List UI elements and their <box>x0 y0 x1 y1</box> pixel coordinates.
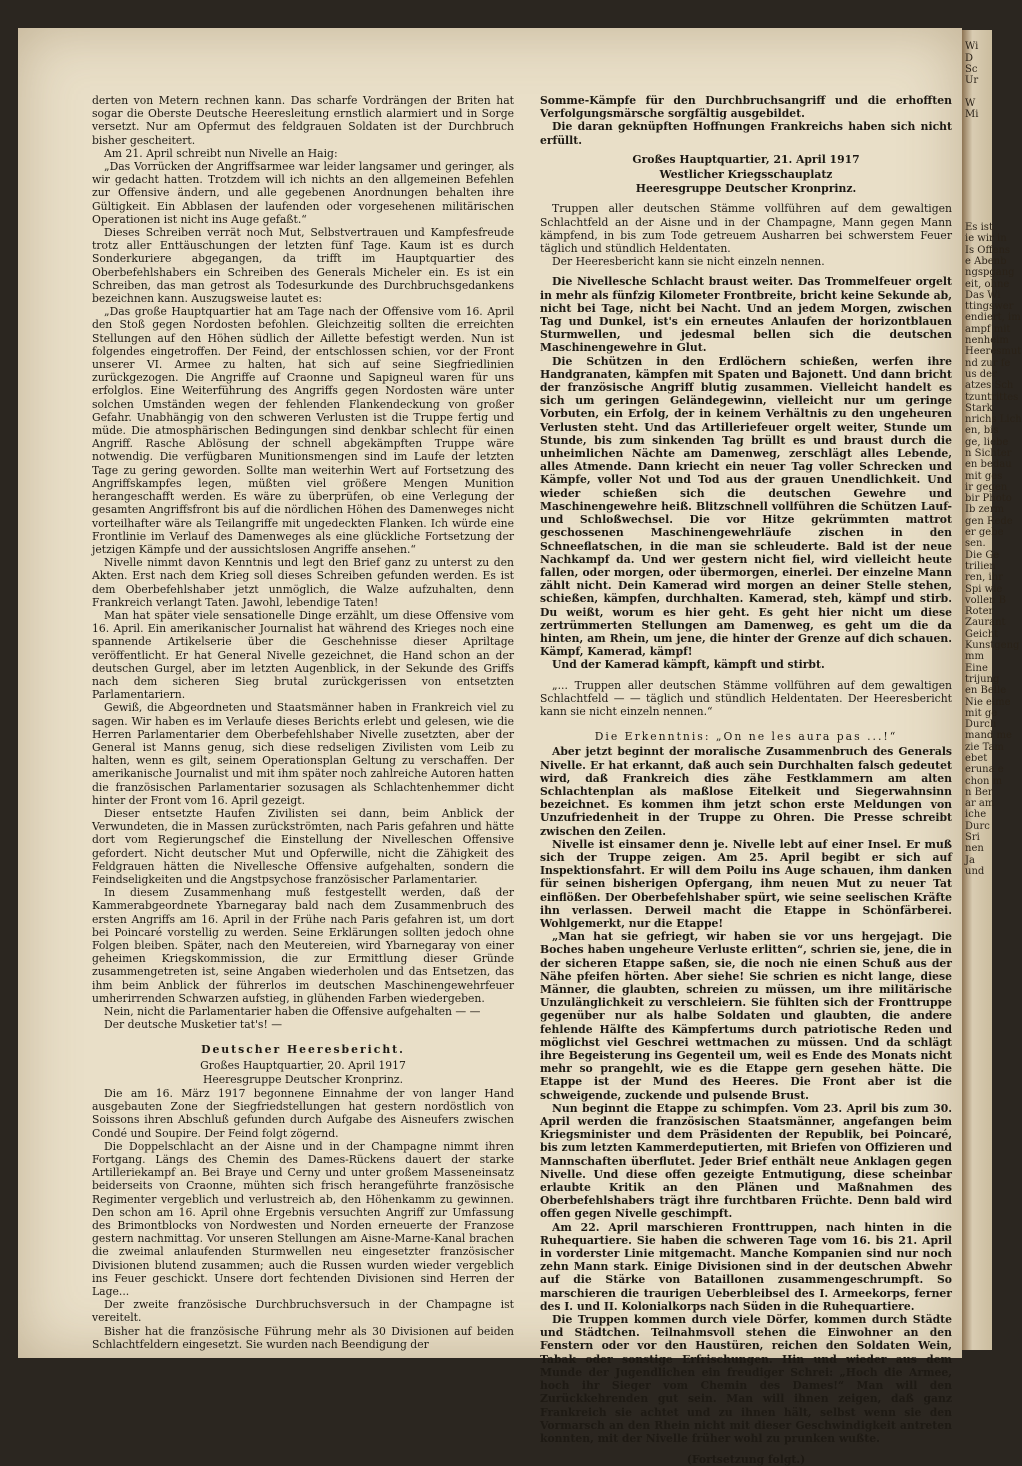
edge-text-fragment: Zaurant <box>965 617 1006 629</box>
edge-text-fragment: Es ist <box>965 222 993 234</box>
paragraph: Dieses Schreiben verrät noch Mut, Selbstvertrauen und Kampfesfreude trotz aller Enttäuschungen der letzten fünf Tage. Kaum ist es durch Sonderkuriere abgegangen, da trifft im Hauptquartier des Oberbefehlshabers ein Schreiben des Generals Micheler ein. Es ist ein Schreiben, das man getrost als Todesurkunde des Durchbruchsgedankens bezeichnen kann. Auszugsweise lautet es: <box>92 226 514 306</box>
paragraph: Die am 16. März 1917 begonnene Einnahme der von langer Hand ausgebauten Zone der Siegfriedstellungen hat gestern nordöstlich von Soissons ihren Abschluß gefunden durch Aufgabe des Aisneufers zwischen Condé und Soupire. Der Feind folgt zögernd. <box>92 1087 514 1140</box>
continuation-note: (Fortsetzung folgt.) <box>686 1453 806 1466</box>
section-heading: Deutscher Heeresbericht. <box>201 1043 405 1057</box>
edge-text-fragment: Kunstgeng <box>965 640 1020 652</box>
paragraph: Am 22. April marschieren Fronttruppen, nach hinten in die Ruhequartiere. Sie haben die schweren Tage vom 16. bis 21. April in vorderster Linie mitgemacht. Manche Kompanien sind nur noch zehn Mann stark. Einige Divisionen sind in der deutschen Abwehr auf die Stärke von Bataillonen zusammengeschrumpft. So marschieren die traurigen Ueberbleibsel des I. Armeekorps, ferner des I. und II. Kolonialkorps nach Süden in die Ruhequartiere. <box>540 1220 952 1313</box>
paragraph: Somme-Kämpfe für den Durchbruchsangriff und die erhofften Verfolgungsmärsche sorgfältig ausgebildet. <box>540 94 952 121</box>
edge-text-fragment: us der <box>965 368 997 380</box>
edge-text-fragment <box>962 143 992 154</box>
paragraph: „Man hat sie gefriegt, wir haben sie vor uns hergejagt. Die Boches haben ungeheure Verluste erlitten“, schrien sie, jene, die in der sicheren Etappe saßen, sie, die noch nie einen Schuß aus der Nähe pfeifen hörten. Aber siehe! Sie schrien es nicht lange, diese Männer, die glaubten, schreien zu müssen, um ihre militärische Unzulänglichkeit zu verschleiern. Sie fühlten sich der Fronttruppe gegenüber nur als halbe Soldaten und glaubten, die andere fehlende Hälfte des Kämpfertums durch patriotische Reden und möglichst viel Geschrei wettmachen zu müssen. Und da schlägt ihre Begeisterung ins Gegenteil um, weil es Ende des Monats nicht mehr so prangehlt, wie es die Etappe gern gesehen hätte. Die Etappe ist der Mund des Heeres. Die Front aber ist die schweigende, zuckende und pulsende Brust. <box>540 930 952 1102</box>
edge-text-fragment: Spi wie <box>965 583 1003 595</box>
report-dateline: Großes Hauptquartier, 21. April 1917 <box>632 152 860 166</box>
paragraph: Die Doppelschlacht an der Aisne und in der Champagne nimmt ihren Fortgang. Längs des Chemin des Dames-Rückens dauert der starke Artilleriekampf an. Bei Braye und Cerny und unter großem Masseneinsatz beiderseits von Craonne, mühten sich frisch herangeführte französische Regimenter vergeblich und verlustreich ab, den Höhenkamm zu gewinnen. Den schon am 16. April ohne Ergebnis versuchten Angriff zur Umfassung des Brimontblocks von Nordwesten und Norden erneuerte der Franzose gestern nachmittag. Vor unseren Stellungen am Aisne-Marne-Kanal brachen die zweimal anlaufenden Sturmwellen neu eingesetzter französischer Divisionen blutend zusammen; auch die Russen wurden wieder vergeblich ins Feuer geschickt. Unsere dort fechtenden Divisionen sind Herren der Lage... <box>92 1139 514 1299</box>
edge-text-fragment: ir gegen <box>965 481 1008 493</box>
edge-text-fragment: D <box>965 52 974 64</box>
army-group-line: Heeresgruppe Deutscher Kronprinz. <box>202 1072 404 1086</box>
edge-text-fragment: tzuntrittes <box>965 391 1019 403</box>
edge-text-fragment: Durch <box>965 719 997 731</box>
right-column <box>540 94 952 1466</box>
edge-text-fragment: ampf mit <box>965 323 1011 335</box>
paragraph: Der zweite französische Durchbruchsversuch in der Champagne ist vereitelt. <box>92 1298 514 1325</box>
edge-text-fragment: Eine <box>965 662 988 674</box>
edge-text-fragment: trilien <box>965 560 996 572</box>
left-column <box>92 94 514 1351</box>
paragraph: In diesem Zusammenhang muß festgestellt werden, daß der Kammerabgeordnete Ybarnegaray bald nach dem Zusammenbruch des ersten Angriffs am 16. April in der Frühe nach Paris gefahren ist, um dort bei Poincaré vorstellig zu werden. Seine Erklärungen sollten jedoch ohne Folgen bleiben. Später, nach den Meutereien, wird Ybarnegaray von einer geheimen Kriegskommission, die zur Ermittlung dieser Gründe zusammengetreten ist, seine Angaben wiederholen und das Entsetzen, das ihm beim Anblick der führerlos im deutschen Maschinengewehrfeuer umherirrenden Schwarzen aufstieg, in glühenden Farben wiedergeben. <box>92 886 514 1005</box>
edge-text-fragment: ngspgang <box>965 267 1015 279</box>
edge-text-fragment: Roter <box>965 606 994 618</box>
paragraph: Und der Kamerad kämpft, kämpft und stirbt. <box>552 658 825 672</box>
edge-text-fragment: mand me <box>965 730 1012 742</box>
edge-text-fragment: bir Photo <box>965 493 1012 505</box>
edge-text-fragment: ebet <box>965 753 988 764</box>
paragraph: Die Schützen in den Erdlöchern schießen, werfen ihre Handgranaten, kämpfen mit Spaten und Bajonett. Und dann bricht der französische Angriff blutig zusammen. Vielleicht handelt es sich um geringen Geländegewinn, vielleicht nur um geringe Vorbuten, ein Erfolg, der in keinem Verhältnis zu den ungeheuren Verlusten steht. Und das Artilleriefeuer orgelt weiter, Stunde um Stunde, bis zum sinkenden Tag brüllt es und braust durch die unheimlichen Nächte am Damenweg, zerschlägt alles Lebende, alles Atmende. Dann kriecht ein neuer Tag voller Schrecken und Kämpfe, voller Not und Tod aus der grauen Unendlichkeit. Und wieder schießen sich die deutschen Gewehre und Maschinengewehre heiß. Blitzschnell vollführen die Schützen Lauf- und Schloßwechsel. Die vor Hitze gekrümmten mattrot geschossenen Maschinengewehrläufe zischen in den Schneeflatschen, in die man sie schleuderte. Bald ist der neue Nachkampf da. Und wer gestern nicht fiel, wird vielleicht heute fallen, oder morgen, oder übermorgen, einerlei. Der einzelne Mann zählt nicht. Dein Kamerad wird morgen an deiner Stelle stehen, schießen, kämpfen, durchhalten. Kamerad, steh, kämpf und stirb. Du weißt, worum es hier geht. Es geht hier nicht um diese zertrümmerten Stellungen am Damenweg, es geht um die da hinten, am Rhein, um jene, die hinter der Grenze auf dich schauen. Kämpf, Kamerad, kämpf! <box>540 354 952 659</box>
edge-text-fragment: endiert, im <box>965 312 1021 324</box>
edge-text-fragment: gen Rede <box>965 515 1013 527</box>
edge-text-fragment: Ib zerm <box>965 504 1004 516</box>
theater-line: Westlicher Kriegsschauplatz <box>659 168 833 182</box>
edge-text-fragment: er gebe <box>965 527 1004 539</box>
edge-text-fragment: vollen B <box>965 594 1006 606</box>
paragraph: Die Truppen kommen durch viele Dörfer, kommen durch Städte und Städtchen. Teilnahmsvoll stehen die Einwohner an den Fenstern oder vor den Haustüren, reichen den Soldaten Wein, Tabak oder sonstige Erfrischungen. Hin und wieder aus dem Munde der Jugendlichen ein freudiger Schrei: „Hoch die Armee, hoch ihr Sieger vom Chemin des Dames!“ Man will den Zurückkehrenden gut sein. Man will ihnen zeigen, daß ganz Frankreich sie achtet und zu ihnen hält, selbst wenn sie den Vormarsch an den Rhein nicht mit dieser Geschwindigkeit antreten konnten, mit der Nivelle früher wohl zu prunken wußte. <box>540 1313 952 1445</box>
edge-text-fragment: und <box>965 865 985 877</box>
paragraph: Gewiß, die Abgeordneten und Staatsmänner haben in Frankreich viel zu sagen. Wir haben es im Verlaufe dieses Berichts erlebt und gelesen, wie die Herren Parlamentarier dem Oberbefehlshaber Nivelle zusetzten, aber der General ist Manns genug, sich diese redseligen Zivilisten vom Leib zu halten, wenn es gilt, seinem Operationsplan Geltung zu verschaffen. Der amerikanische Journalist und mit ihm später noch zahlreiche Autoren hatten die französischen Parlamentarier sozusagen als Schlachtenhemmer dicht hinter der Front vom 16. April gezeigt. <box>92 701 514 807</box>
edge-text-fragment: Nie eime <box>965 696 1011 708</box>
edge-text-fragment: W <box>965 97 976 109</box>
paragraph: Nun beginnt die Etappe zu schimpfen. Vom 23. April bis zum 30. April werden die französischen Staatsmänner, angefangen beim Kriegsminister und dem Präsidenten der Republik, bei Poincaré, bis zum letzten Kammerdeputierten, mit Briefen von Offizieren und Mannschaften überflutet. Jeder Brief enthält neue Anklagen gegen Nivelle. Und diese offen gezeigte Entmutigung, diese scheinbar erlaubte Kritik an den Plänen und Maßnahmen des Oberbefehlshabers trägt ihre furchtbaren Früchte. Denn bald wird offen gegen Nivelle geschimpft. <box>540 1101 952 1221</box>
edge-text-fragment: zie Tam <box>965 741 1004 753</box>
edge-text-fragment <box>962 86 992 97</box>
edge-text-fragment: Geicht <box>965 628 999 640</box>
edge-text-fragment: eruna e <box>965 764 1004 776</box>
edge-text-fragment: trijung <box>965 673 1000 685</box>
edge-text-fragment: n Ber <box>965 786 993 798</box>
edge-text-fragment: Heeresmut <box>965 346 1022 358</box>
edge-text-fragment <box>962 30 992 41</box>
quote-paragraph: „... Truppen aller deutschen Stämme vollführen auf dem gewaltigen Schlachtfeld — — täglich und stündlich Heldentaten. Der Heeresbericht kann sie nicht einzeln nennen.“ <box>540 678 952 718</box>
edge-text-fragment: ar am <box>965 798 995 810</box>
edge-text-fragment: nen <box>965 843 984 855</box>
edge-text-fragment <box>962 188 992 199</box>
edge-text-fragment: Ja <box>965 854 975 866</box>
edge-text-fragment: nrichs Lich <box>965 414 1022 426</box>
paragraph: Bisher hat die französische Führung mehr als 30 Divisionen auf beiden Schlachtfeldern eingesetzt. Sie wurden nach Beendigung der <box>92 1324 514 1351</box>
report-dateline: Großes Hauptquartier, 20. April 1917 <box>200 1058 406 1072</box>
quote-paragraph: „Das Vorrücken der Angriffsarmee war leider langsamer und geringer, als wir gedacht hatten. Trotzdem will ich nichts an den allgemeinen Befehlen zur Offensive ändern, und alle gegebenen Anordnungen behalten ihre Gültigkeit. Ein Abblasen der laufenden oder vorgesehenen militärischen Operationen ist nicht ins Auge gefaßt.“ <box>92 160 514 226</box>
edge-text-fragment: Die Ge <box>965 549 1000 561</box>
edge-text-fragment: Mi <box>965 109 979 121</box>
edge-text-fragment: sen. <box>965 538 986 550</box>
edge-text-fragment: iche <box>965 809 987 821</box>
section-heading: Die Erkenntnis: „On ne les aura pas ...!“ <box>594 730 898 744</box>
paragraph: Nivelle ist einsamer denn je. Nivelle lebt auf einer Insel. Er muß sich der Truppe zeigen. Am 25. April begibt er sich auf Inspektionsfahrt. Er will dem Poilu ins Auge schauen, ihm danken für seinen bisherigen Opfergang, ihm neuen Mut zu neuer Tat einflößen. Der Oberbefehlshaber spürt, wie seine seelischen Kräfte ihn verlassen. Derweil macht die Etappe in Schönfärberei. Wohlgemerkt, nur die Etappe! <box>540 837 952 930</box>
paragraph: Nivelle nimmt davon Kenntnis und legt den Brief ganz zu unterst zu den Akten. Erst nach dem Krieg soll dieses Schreiben gefunden werden. Es ist dem Oberbefehlshaber jetzt unmöglich, die Walze aufzuhalten, denn Frankreich verlangt Taten. Jawohl, lebendige Taten! <box>92 556 514 609</box>
army-group-line: Heeresgruppe Deutscher Kronprinz. <box>635 182 857 196</box>
edge-text-fragment: eit, ohne <box>965 278 1010 290</box>
paragraph: Am 21. April schreibt nun Nivelle an Haig: <box>104 146 338 160</box>
paragraph: Dieser entsetzte Haufen Zivilisten sei dann, beim Anblick der Verwundeten, die in Massen zurückströmten, nach Paris gefahren und hätte dort vom Regierungschef die Einstellung der Nivelleschen Offensive gefordert. Nicht deutscher Mut und Opferwille, nicht die Zähigkeit des Feldgrauen hätten die Nivellesche Offensive aufgehalten, sondern die Feindseligkeiten und die Angstpsychose französischer Parlamentarier. <box>92 806 514 886</box>
edge-text-fragment: e Abenb <box>965 255 1007 267</box>
edge-text-fragment: Stark <box>965 402 993 414</box>
edge-text-fragment: Is Offens <box>965 244 1011 256</box>
edge-text-fragment <box>962 120 992 131</box>
paragraph: derten von Metern rechnen kann. Das scharfe Vordrängen der Briten hat sogar die Oberste Deutsche Heeresleitung ernstlich alarmiert und in Sorge versetzt. Nur am Opfermut des feldgrauen Soldaten ist der Durchbruch bisher gescheitert. <box>92 94 514 147</box>
edge-text-fragment: Sri <box>965 832 980 844</box>
edge-text-fragment: nenheim <box>965 335 1009 347</box>
edge-text-fragment: Ur <box>965 75 979 87</box>
edge-text-fragment <box>962 177 992 188</box>
edge-text-fragment: en, bis <box>965 425 999 437</box>
paragraph: Der Heeresbericht kann sie nicht einzeln nennen. <box>552 255 825 269</box>
edge-text-fragment <box>962 132 992 143</box>
edge-text-fragment: Durc <box>965 820 990 832</box>
edge-text-fragment <box>962 166 992 177</box>
edge-text-fragment: Sc <box>965 63 978 75</box>
edge-text-fragment: ie wir in <box>965 233 1007 245</box>
edge-text-fragment: Das Wi <box>965 289 1001 301</box>
paragraph: Nein, nicht die Parlamentarier haben die Offensive aufgehalten — — <box>104 1005 481 1019</box>
edge-text-fragment: ge, liebe <box>965 436 1009 448</box>
adjacent-page-edge <box>962 30 1022 1350</box>
edge-text-fragment: Wi <box>965 41 979 53</box>
edge-text-fragment <box>962 211 992 222</box>
paragraph: Aber jetzt beginnt der moralische Zusammenbruch des Generals Nivelle. Er hat erkannt, daß auch sein Durchhalten falsch gedeutet wird, daß Frankreich dies zähe Festklammern am alten Schlachtenplan als maßlose Eitelkeit und Siegerwahnsinn bezeichnet. Es kommen ihm jetzt schon erste Meldungen von Unzufriedenheit in der Truppe zu Ohren. Die Presse schreibt zwischen den Zeilen. <box>540 745 952 838</box>
paragraph: Die Nivellesche Schlacht braust weiter. Das Trommelfeuer orgelt in mehr als fünfzig Kilometer Frontbreite, bricht keine Sekunde ab, nicht bei Tage, nicht bei Nacht. Und an jedem Morgen, zwischen Tag und Dunkel, ist's ein erneutes Anlaufen der horizontblauen Sturmwellen, und jedesmal bellen sich die deutschen Maschinengewehre in Glut. <box>540 275 952 355</box>
edge-text-fragment: en bedau <box>965 459 1012 471</box>
paragraph: Man hat später viele sensationelle Dinge erzählt, um diese Offensive vom 16. April. Ein amerikanischer Journalist hat während des Krieges noch eine spannende Artikelserie über die Geschehnisse dieser Apriltage veröffentlicht. Er hat General Nivelle gezeichnet, die Hand schon an der deutschen Gurgel, aber im letzten Augenblick, in der Sekunde des Griffs nach dem sicheren Sieg brutal zurückgerissen von entsetzten Parlamentariern. <box>92 608 514 702</box>
edge-text-fragment: chon m <box>965 775 1003 787</box>
quote-paragraph: „Das große Hauptquartier hat am Tage nach der Offensive vom 16. April den Stoß gegen Nordosten befohlen. Gleichzeitig sollten die erreichten Stellungen auf den Höhen südlich der Aillette befestigt werden. Nun ist folgendes eingetroffen. Der Feind, der entschlossen schien, vor der Front unserer VI. Armee zu halten, hat sich auf seine Siegfriedlinien zurückgezogen. Die Angriffe auf Craonne und Sapigneul waren für uns erfolglos. Eine Weiterführung des Angriffs gegen Nordosten wäre unter solchen Umständen wegen der fehlenden Flankendeckung von großer Gefahr. Unabhängig von den schweren Verlusten ist die Truppe fertig und müde. Die atmosphärischen Bedingungen sind denkbar schlecht für einen Angriff. Rasche Ablösung der schnell abgekämpften Truppe wäre notwendig. Die verfügbaren Munitionsmengen sind im Laufe der letzten Tage zu gering geworden. Sollte man weiterhin Wert auf Fortsetzung des Angriffskampfes legen, müßten viel größere Mengen Munition herangeschafft werden. Es wäre zu überprüfen, ob eine Verlegung der gesamten Angriffsfront bis auf die nördlichen Höhen des Damenweges nicht vorteilhafter wäre als Teilangriffe mit ungedeckten Flanken. Ich würde eine Frontlinie im Verlauf des Damenweges als eine glückliche Fortsetzung der jetzigen Kämpfe und der aussichtslosen Angriffe ansehen.“ <box>92 305 514 556</box>
edge-text-fragment: atzes Sch <box>965 380 1014 392</box>
edge-text-fragment: nd zur fe <box>965 357 1011 369</box>
edge-text-fragment: mit ge <box>965 707 998 719</box>
edge-text-fragment: ttingswer <box>965 301 1014 313</box>
paragraph: Der deutsche Musketier tat's! — <box>104 1018 283 1032</box>
edge-text-fragment: n Sichter <box>965 447 1012 459</box>
edge-text-fragment: mit ges <box>965 470 1003 482</box>
edge-text-fragment <box>962 199 992 210</box>
paragraph: Truppen aller deutschen Stämme vollführen auf dem gewaltigen Schlachtfeld an der Aisne und in der Champagne, Mann gegen Mann kämpfend, in bis zum Tode getreuem Ausharren bei schwerstem Feuer täglich und stündlich Heldentaten. <box>540 202 952 256</box>
edge-text-fragment: en Belle <box>965 685 1007 697</box>
edge-text-fragment: mm <box>965 651 984 663</box>
edge-text-fragment <box>962 154 992 165</box>
edge-text-fragment: ren, ihr <box>965 572 1003 584</box>
paragraph: Die daran geknüpften Hoffnungen Frankreichs haben sich nicht erfüllt. <box>540 120 952 147</box>
